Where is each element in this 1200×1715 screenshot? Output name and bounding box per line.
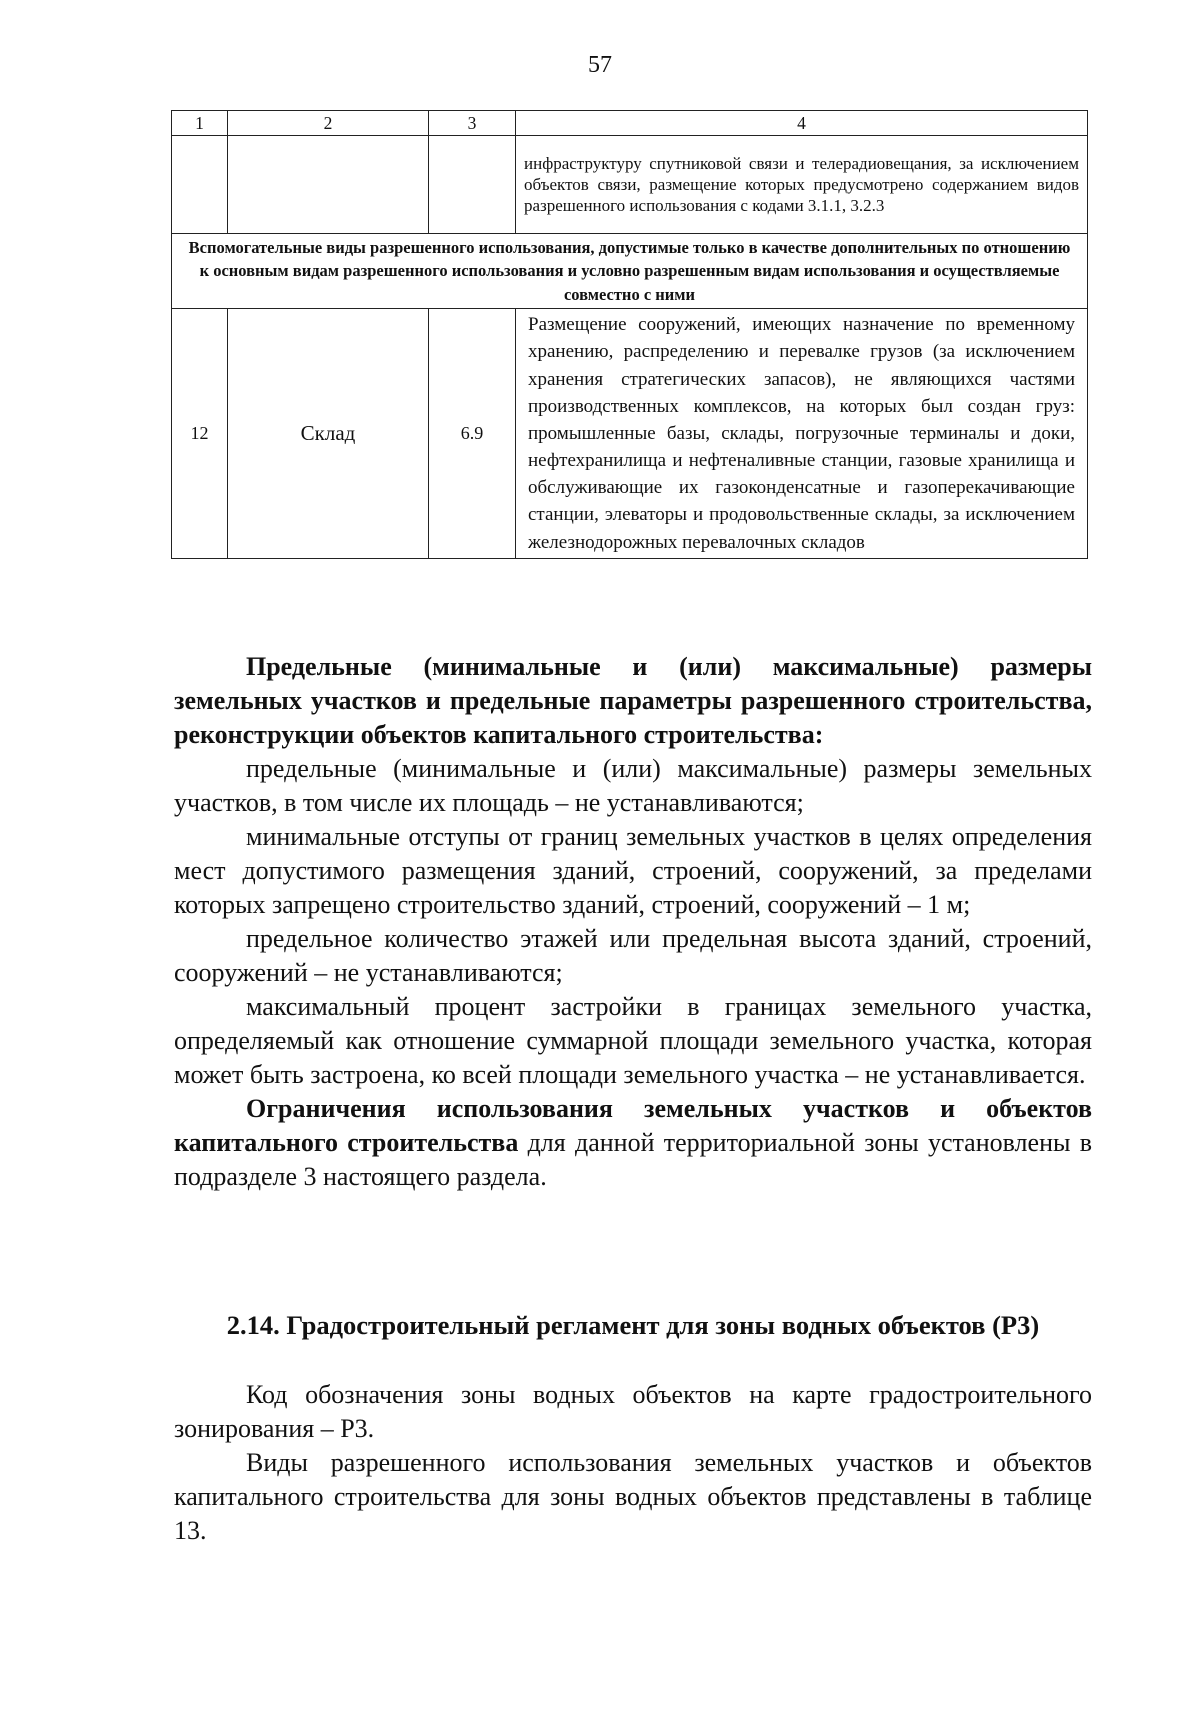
table-row xyxy=(172,309,1088,558)
cell-empty xyxy=(228,136,429,234)
table-row-continuation xyxy=(172,136,1088,234)
column-header-4: 4 xyxy=(516,111,1088,136)
column-header-1: 1 xyxy=(172,111,228,136)
column-header-3: 3 xyxy=(429,111,516,136)
cell-empty xyxy=(172,136,228,234)
limits-paragraph-2: минимальные отступы от границ земельных участков в целях определения мест допустимого размещения зданий, строений, сооружений, за пределами которых запрещено строительство зданий, строений, сооружений – 1 м; xyxy=(174,822,1092,919)
table-header-row xyxy=(172,111,1088,136)
restrictions-bold: Ограничения использования земельных участков и объектов капитального строительства xyxy=(174,1094,1092,1157)
limits-paragraph-1: предельные (минимальные и (или) максимальные) размеры земельных участков, в том числе их площадь – не устанавливаются; xyxy=(174,754,1092,817)
page-number: 57 xyxy=(588,52,612,78)
column-header-2: 2 xyxy=(228,111,429,136)
land-use-table xyxy=(171,110,1088,559)
intro-paragraph-1: Код обозначения зоны водных объектов на карте градостроительного зонирования – Р3. xyxy=(174,1380,1092,1443)
use-code: 6.9 xyxy=(429,309,516,558)
use-name: Склад xyxy=(228,309,429,558)
restrictions-paragraph xyxy=(174,1092,1092,1194)
cell-empty xyxy=(429,136,516,234)
continuation-description: инфраструктуру спутниковой связи и телерадиовещания, за исключением объектов связи, размещение которых предусмотрено содержанием видов разрешенного использования с кодами 3.1.1, 3.2.3 xyxy=(516,136,1088,234)
intro-paragraph-2: Виды разрешенного использования земельных участков и объектов капитального строительства для зоны водных объектов представлены в таблице 13. xyxy=(174,1448,1092,1545)
auxiliary-uses-heading: Вспомогательные виды разрешенного использования, допустимые только в качестве дополнительных по отношению к основным видам разрешенного использования и условно разрешенным видам использования и осуществляемые совместно с ними xyxy=(172,234,1088,309)
limits-section xyxy=(174,650,1092,1194)
section-title: 2.14. Градостроительный регламент для зоны водных объектов (Р3) xyxy=(226,1310,1040,1340)
limits-paragraph-4: максимальный процент застройки в границах земельного участка, определяемый как отношение суммарной площади земельного участка, которая может быть застроена, ко всей площади земельного участка – не устанавливается. xyxy=(174,992,1092,1089)
use-description: Размещение сооружений, имеющих назначение по временному хранению, распределению и перевалке грузов (за исключением хранения стратегических запасов), не являющихся частями производственных комплексов, на которых был создан груз: промышленные базы, склады, погрузочные терминалы и доки, нефтехранилища и нефтеналивные станции, газовые хранилища и обслуживающие их газоконденсатные и газоперекачивающие станции, элеваторы и продовольственные склады, за исключением железнодорожных перевалочных складов xyxy=(516,309,1088,558)
limits-heading: Предельные (минимальные и (или) максимальные) размеры земельных участков и предельные параметры разрешенного строительства, реконструкции объектов капитального строительства: xyxy=(174,652,1092,749)
limits-paragraph-3: предельное количество этажей или предельная высота зданий, строений, сооружений – не устанавливаются; xyxy=(174,924,1092,987)
restrictions-rest: для данной территориальной зоны установлены в подразделе 3 настоящего раздела. xyxy=(174,1128,1092,1191)
intro-section xyxy=(174,1378,1092,1548)
table-section-row xyxy=(172,234,1088,309)
row-number: 12 xyxy=(172,309,228,558)
